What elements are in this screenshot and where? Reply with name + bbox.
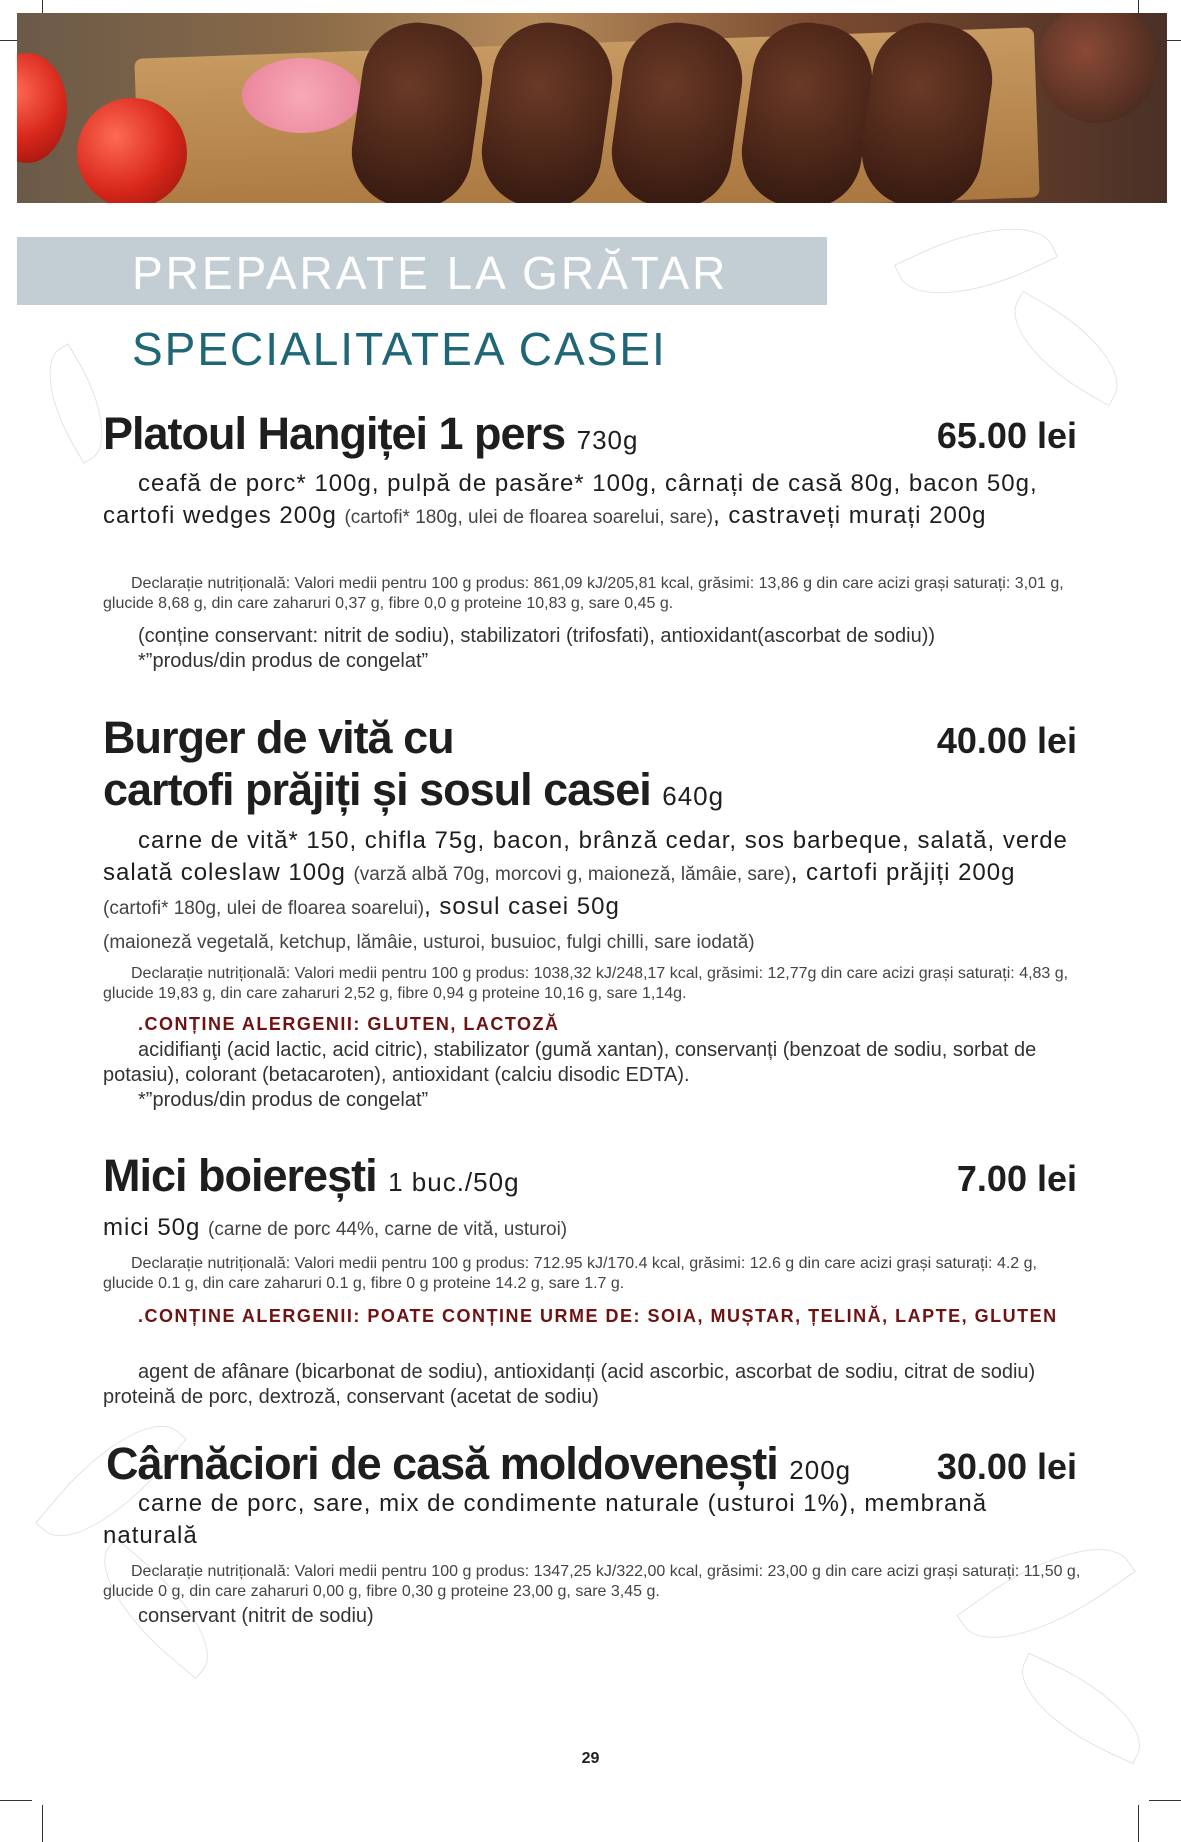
hero-image-grilled-mici — [17, 13, 1167, 203]
allergens-notice: .CONȚINE ALERGENII: POATE CONȚINE URME DE: SOIA, MUȘTAR, ȚELINĂ, LAPTE, GLUTEN — [138, 1306, 1058, 1326]
item-price: 65.00 lei — [936, 415, 1077, 456]
item-description: mici 50g (carne de porc 44%, carne de vită, usturoi) — [103, 1214, 568, 1241]
item-additives: agent de afânare (bicarbonat de sodiu), antioxidanți (acid ascorbic, ascorbat de sodiu, citrat de sodiu) proteină de porc, dextroză, conservant (acetat de sodiu) — [103, 1361, 1036, 1408]
item-weight: 730g — [576, 425, 639, 455]
page-number: 29 — [581, 1750, 600, 1767]
crop-mark — [1149, 1800, 1181, 1801]
nutrition-declaration: Declarație nutrițională: Valori medii pentru 100 g produs: 1347,25 kJ/322,00 kcal, grăsimi: 23,00 g din care acizi grași saturați: 11,50 g, glucide 0 g, din care zaharuri 0,00 g, fibre 0,30 g proteine 23,00 g, sare 3,45 g. — [103, 1563, 1081, 1600]
item-price: 7.00 lei — [956, 1158, 1077, 1199]
item-price: 40.00 lei — [936, 720, 1077, 761]
item-description: carne de vită* 150, chifla 75g, bacon, brânză cedar, sos barbeque, salată, verde salată coleslaw 100g (varză albă 70g, morcovi g, maioneză, lămâie, sare), cartofi prăjiți 200g (cartofi* 180g, ulei de floarea soarelui), sosul casei 50g (maioneză vegetală, ketchup, lămâie, usturoi, busuioc, fulgi chilli, sare iodată) — [103, 827, 1068, 953]
olive-leaf-decoration — [1005, 1653, 1158, 1765]
allergens-notice: .CONȚINE ALERGENII: GLUTEN, LACTOZĂ — [138, 1014, 560, 1034]
frozen-note: *”produs/din produs de congelat” — [138, 650, 429, 672]
nutrition-declaration: Declarație nutrițională: Valori medii pentru 100 g produs: 861,09 kJ/205,81 kcal, grăsimi: 13,86 g din care acizi grași saturați: 3,01 g, glucide 8,68 g, din care zaharuri 0,37 g, fibre 0,0 g proteine 10,83 g, sare 0,45 g. — [103, 575, 1064, 612]
subcategory-title: SPECIALITATEA CASEI — [132, 323, 667, 375]
item-additives: acidifianţi (acid lactic, acid citric), stabilizator (gumă xantan), conservanți (benzoat de sodiu, sorbat de potasiu), colorant (betacaroten), antioxidant (calciu disodic EDTA). *”produs/din produs de congelat” — [103, 1039, 1037, 1111]
item-price: 30.00 lei — [936, 1446, 1077, 1487]
nutrition-declaration: Declarație nutrițională: Valori medii pentru 100 g produs: 712.95 kJ/170.4 kcal, grăsimi: 12.6 g din care acizi grași saturați: 4.2 g, glucide 0.1 g, din care zaharuri 0.1 g, fibre 0 g proteine 14.2 g, sare 1.7 g. — [103, 1255, 1037, 1292]
category-title: PREPARATE LA GRĂTAR — [132, 247, 729, 299]
item-name: Burger de vită cu cartofi prăjiți și sosul casei 640g — [103, 712, 725, 815]
item-weight: 640g — [662, 781, 725, 811]
item-name: Platoul Hangiței 1 pers 730g — [103, 408, 639, 459]
item-additives: conservant (nitrit de sodiu) — [138, 1605, 374, 1627]
crop-mark — [42, 1805, 43, 1842]
frozen-note: *”produs/din produs de congelat” — [138, 1089, 429, 1111]
olive-leaf-decoration — [995, 291, 1138, 406]
item-weight: 200g — [789, 1455, 852, 1485]
item-description: carne de porc, sare, mix de condimente naturale (usturoi 1%), membrană naturală — [103, 1490, 988, 1549]
item-name: Cârnăciori de casă moldovenești 200g — [106, 1438, 852, 1489]
crop-mark — [0, 1800, 32, 1801]
item-description: ceafă de porc* 100g, pulpă de pasăre* 100g, cârnați de casă 80g, bacon 50g, cartofi wedges 200g (cartofi* 180g, ulei de floarea soarelui, sare), castraveți murați 200g — [103, 470, 1038, 529]
nutrition-declaration: Declarație nutrițională: Valori medii pentru 100 g produs: 1038,32 kJ/248,17 kcal, grăsimi: 12,77g din care acizi grași saturați: 4,83 g, glucide 19,83 g, din care zaharuri 2,52 g, fibre 0,94 g proteine 10,16 g, sare 1,14g. — [103, 965, 1069, 1002]
item-name: Mici boierești 1 buc./50g — [103, 1150, 520, 1201]
item-additives: (conține conservant: nitrit de sodiu), stabilizatori (trifosfati), antioxidant(ascorbat de sodiu)) *”produs/din produs de congelat” — [138, 625, 936, 672]
crop-mark — [1138, 1805, 1139, 1842]
item-weight: 1 buc./50g — [388, 1167, 520, 1197]
